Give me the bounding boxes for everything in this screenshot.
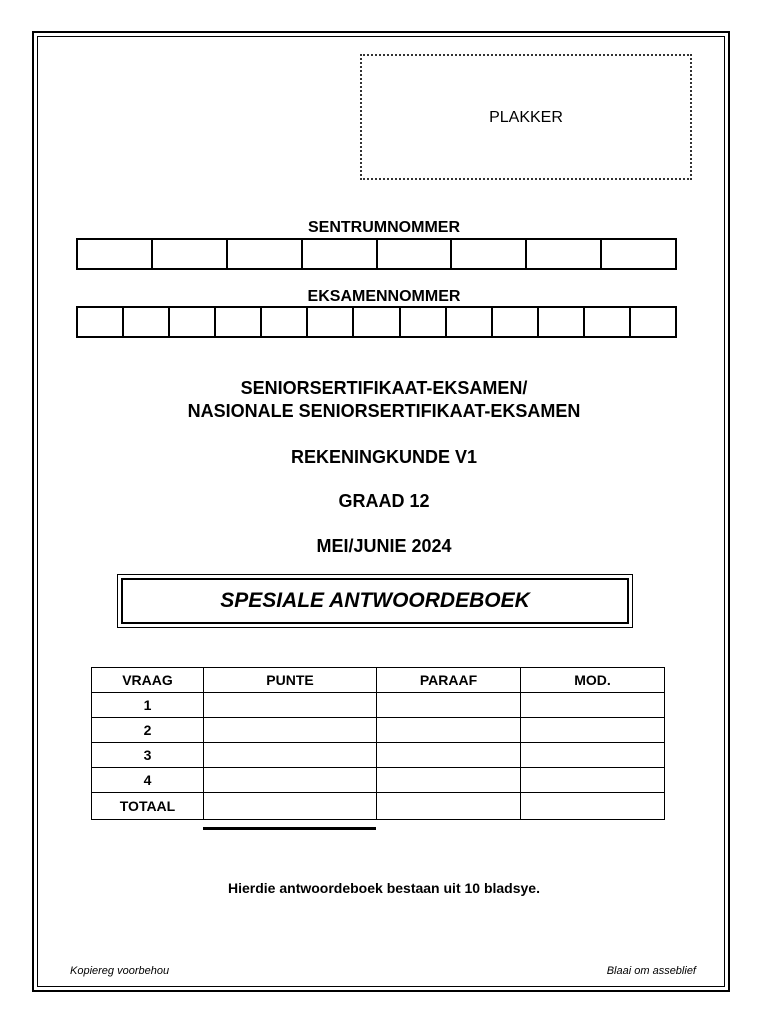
centre-number-label: SENTRUMNOMMER xyxy=(308,219,460,236)
subject-heading: REKENINGKUNDE V1 xyxy=(290,447,478,467)
exam-number-digit-box[interactable] xyxy=(537,308,583,336)
marks-cell[interactable] xyxy=(204,718,377,743)
exam-number-digit-box[interactable] xyxy=(214,308,260,336)
centre-number-boxes xyxy=(76,238,677,270)
exam-number-digit-box[interactable] xyxy=(260,308,306,336)
table-row xyxy=(92,718,665,743)
centre-number-digit-box[interactable] xyxy=(226,240,301,268)
table-row xyxy=(92,768,665,793)
session-heading: MEI/JUNIE 2024 xyxy=(316,536,452,556)
exam-number-digit-box[interactable] xyxy=(583,308,629,336)
sticker-label: PLAKKER xyxy=(489,109,563,126)
booklet-title-inner-frame xyxy=(121,578,629,624)
total-double-underline xyxy=(203,827,376,830)
total-initial-cell[interactable] xyxy=(377,793,521,820)
booklet-title-frame xyxy=(117,574,633,628)
initial-cell[interactable] xyxy=(377,693,521,718)
booklet-title: SPESIALE ANTWOORDEBOEK xyxy=(220,589,530,612)
exam-number-digit-box[interactable] xyxy=(399,308,445,336)
initial-cell[interactable] xyxy=(377,718,521,743)
centre-number-digit-box[interactable] xyxy=(78,240,151,268)
grade-heading: GRAAD 12 xyxy=(338,491,430,511)
question-number: 2 xyxy=(92,718,204,743)
exam-number-label: EKSAMENNOMMER xyxy=(307,288,461,305)
initial-cell[interactable] xyxy=(377,768,521,793)
exam-heading-line2: NASIONALE SENIORSERTIFIKAAT-EKSAMEN xyxy=(187,401,581,421)
centre-number-digit-box[interactable] xyxy=(450,240,525,268)
exam-heading-line1: SENIORSERTIFIKAAT-EKSAMEN/ xyxy=(240,378,528,398)
table-row xyxy=(92,743,665,768)
question-number: 3 xyxy=(92,743,204,768)
header-moderator: MOD. xyxy=(521,668,665,693)
header-initial: PARAAF xyxy=(377,668,521,693)
question-number: 4 xyxy=(92,768,204,793)
moderator-cell[interactable] xyxy=(521,743,665,768)
centre-number-digit-box[interactable] xyxy=(376,240,451,268)
exam-number-digit-box[interactable] xyxy=(445,308,491,336)
exam-number-digit-box[interactable] xyxy=(168,308,214,336)
question-number: 1 xyxy=(92,693,204,718)
moderator-cell[interactable] xyxy=(521,693,665,718)
sticker-box xyxy=(360,54,692,180)
exam-number-digit-box[interactable] xyxy=(352,308,398,336)
total-marks-cell[interactable] xyxy=(204,793,377,820)
marks-cell[interactable] xyxy=(204,743,377,768)
page-count-note: Hierdie antwoordeboek bestaan uit 10 bladsye. xyxy=(228,880,540,896)
centre-number-digit-box[interactable] xyxy=(600,240,675,268)
table-row-total xyxy=(92,793,665,820)
centre-number-digit-box[interactable] xyxy=(301,240,376,268)
total-moderator-cell[interactable] xyxy=(521,793,665,820)
exam-number-digit-box[interactable] xyxy=(306,308,352,336)
table-row xyxy=(92,693,665,718)
header-marks: PUNTE xyxy=(204,668,377,693)
centre-number-digit-box[interactable] xyxy=(525,240,600,268)
moderator-cell[interactable] xyxy=(521,768,665,793)
exam-number-digit-box[interactable] xyxy=(78,308,122,336)
turn-over-footer: Blaai om asseblief xyxy=(606,965,696,977)
exam-number-digit-box[interactable] xyxy=(629,308,675,336)
marks-table-header-row xyxy=(92,668,665,693)
marks-cell[interactable] xyxy=(204,693,377,718)
moderator-cell[interactable] xyxy=(521,718,665,743)
exam-number-boxes xyxy=(76,306,677,338)
header-question: VRAAG xyxy=(92,668,204,693)
exam-number-digit-box[interactable] xyxy=(122,308,168,336)
exam-number-digit-box[interactable] xyxy=(491,308,537,336)
centre-number-digit-box[interactable] xyxy=(151,240,226,268)
total-label: TOTAAL xyxy=(92,793,204,820)
copyright-footer: Kopiereg voorbehou xyxy=(70,965,170,977)
marks-cell[interactable] xyxy=(204,768,377,793)
marks-table xyxy=(91,667,665,820)
initial-cell[interactable] xyxy=(377,743,521,768)
